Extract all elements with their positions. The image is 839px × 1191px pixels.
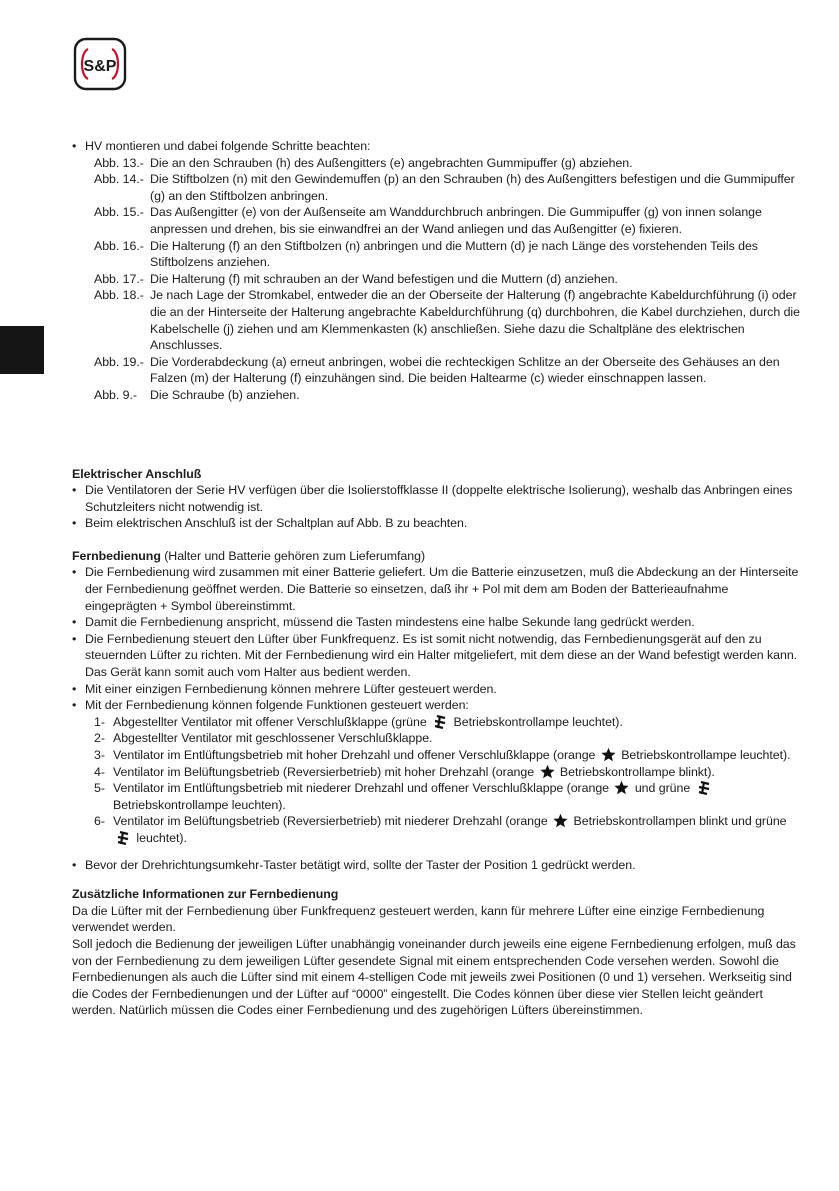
green-lamp-icon (696, 781, 712, 795)
list-item: • Damit die Fernbedienung anspricht, müssend die Tasten mindestens eine halbe Sekunde lang gedrückt werden. (72, 614, 802, 631)
step-item: Abb. 9.- Die Schraube (b) anziehen. (94, 387, 300, 402)
logo-text: S&P (83, 58, 117, 75)
step-item: Abb. 14.- Die Stiftbolzen (n) mit den Gewindemuffen (p) an den Schrauben (h) des Außengitters befestigen und die Gummipuffer (g) an den Stiftbolzen anbringen. (94, 172, 795, 203)
paragraph: Soll jedoch die Bedienung der jeweiligen Lüfter unabhängig voneinander durch jeweils eine eigene Fernbedienung erfolgen, muß das von der Fernbedienung zu dem jeweiligen Lüfter gesendete Signal mit einem entsprechenden Code versehen werden. Sowohl die Fernbedienungen als auch die Lüfter sind mit einem 4-stelligen Code mit jeweils zwei Positionen (0 und 1) versehen. Werkseitig sind die Codes der Fernbedienungen und der Lüfter auf “0000” eingestellt. Die Codes können über diese vier Stellen leicht geändert werden. Natürlich müssen die Codes einer Fernbedienung und des zugehörigen Lüfters übereinstimmen. (72, 936, 796, 1018)
mode-item: 3- Ventilator im Entlüftungsbetrieb mit hoher Drehzahl und offener Verschlußklappe (orange Betriebskontrollampe leuchtet). (94, 748, 791, 762)
list-item: • Die Fernbedienung steuert den Lüfter über Funkfrequenz. Es ist somit nicht notwendig, das Fernbedienungsgerät auf den zu steuernden Lüfter zu richten. Mit der Fernbedienung wird ein Halter mitgeliefert, mit dem diese an der Wand befestigt werden kann. Das Gerät kann somit auch vom Halter aus bedient werden. (72, 631, 802, 681)
list-item: • Mit einer einzigen Fernbedienung können mehrere Lüfter gesteuert werden. (72, 681, 802, 698)
list-item: • Die Ventilatoren der Serie HV verfügen über die Isolierstoffklasse II (doppelte elektrische Isolierung), weshalb das Anbringen eines Schutzleiters nicht notwendig ist. (72, 482, 802, 515)
intro-bullet: • HV montieren und dabei folgende Schritte beachten: (72, 138, 802, 155)
mode-item: 1- Abgestellter Ventilator mit offener Verschlußklappe (grüne Betriebskontrollampe leuchtet). (94, 714, 623, 729)
step-item: Abb. 19.- Die Vorderabdeckung (a) erneut anbringen, wobei die rechteckigen Schlitze an der Oberseite des Gehäuses an den Falzen (m) der Halterung (f) einzuhängen sind. Die beiden Haltearme (c) wieder einschnappen lassen. (94, 354, 780, 386)
orange-lamp-icon (540, 764, 555, 779)
page-section-tab (0, 326, 44, 374)
orange-lamp-icon (614, 780, 629, 795)
green-lamp-icon (432, 715, 448, 729)
sp-logo (72, 36, 128, 92)
document-body (72, 138, 802, 1019)
list-item: • Bevor der Drehrichtungsumkehr-Taster betätigt wird, sollte der Taster der Position 1 gedrückt werden. (72, 857, 802, 874)
mode-item: 2- Abgestellter Ventilator mit geschlossener Verschlußklappe. (94, 731, 433, 746)
mode-item: 6- Ventilator im Belüftungsbetrieb (Reversierbetrieb) mit niederer Drehzahl (orange Betriebskontrollampen blinkt und grüne leuchtet). (94, 814, 787, 845)
step-item: Abb. 17.- Die Halterung (f) mit schrauben an der Wand befestigen und die Muttern (d) anziehen. (94, 271, 618, 286)
section-heading-elektrisch: Elektrischer Anschluß (72, 466, 202, 481)
green-lamp-icon (115, 831, 131, 845)
step-item: Abb. 16.- Die Halterung (f) an den Stiftbolzen (n) anbringen und die Muttern (d) je nach Länge des vorstehenden Teils des Stiftbolzens anziehen. (94, 238, 758, 270)
orange-lamp-icon (553, 813, 568, 828)
step-item: Abb. 15.- Das Außengitter (e) von der Außenseite am Wanddurchbruch anbringen. Die Gummipuffer (g) von innen solange anpressen und drehen, bis sie einwandfrei an der Wand anliegen und das Außengitter (e) fixieren. (94, 205, 762, 236)
mode-item: 4- Ventilator im Belüftungsbetrieb (Reversierbetrieb) mit hoher Drehzahl (orange Betriebskontrollampe blinkt). (94, 764, 715, 779)
step-item: Abb. 18.- Je nach Lage der Stromkabel, entweder die an der Oberseite der Halterung (f) angebrachte Kabeldurchführung (i) oder die an der Hinterseite der Halterung angebrachte Kabeldurchführung (q) durchbohren, die Kabel durchziehen, durch die Kabelschelle (j) ziehen und am Klemmenkasten (k) anschließen. Siehe dazu die Schaltpläne des elektrischen Anschlusses. (94, 288, 800, 353)
function-modes (94, 714, 802, 847)
orange-lamp-icon (601, 747, 616, 762)
paragraph: Da die Lüfter mit der Fernbedienung über Funkfrequenz gesteuert werden, kann für mehrere Lüfter eine einzige Fernbedienung verwendet werden. (72, 903, 765, 935)
list-item: • Beim elektrischen Anschluß ist der Schaltplan auf Abb. B zu beachten. (72, 515, 802, 532)
list-item: • Die Fernbedienung wird zusammen mit einer Batterie geliefert. Um die Batterie einzusetzen, muß die Abdeckung an der Hinterseite der Fernbedienung geöffnet werden. Die Batterie so einsetzen, daß ihr + Pol mit dem am Boden der Batterieaufnahme eingeprägten + Symbol übereinstimmt. (72, 564, 802, 614)
section-heading-zusatz: Zusätzliche Informationen zur Fernbedienung (72, 887, 339, 902)
mode-item: 5- Ventilator im Entlüftungsbetrieb mit niederer Drehzahl und offener Verschlußklappe (orange und grüne Betriebskontrollampe leuchten). (94, 780, 802, 813)
step-item: Abb. 13.- Die an den Schrauben (h) des Außengitters (e) angebrachten Gummipuffer (g) abziehen. (94, 155, 633, 170)
list-item: • Mit der Fernbedienung können folgende Funktionen gesteuert werden: (72, 697, 802, 714)
installation-steps (94, 155, 802, 404)
fernbedienung-heading: Fernbedienung (Halter und Batterie gehören zum Lieferumfang) (72, 548, 426, 563)
